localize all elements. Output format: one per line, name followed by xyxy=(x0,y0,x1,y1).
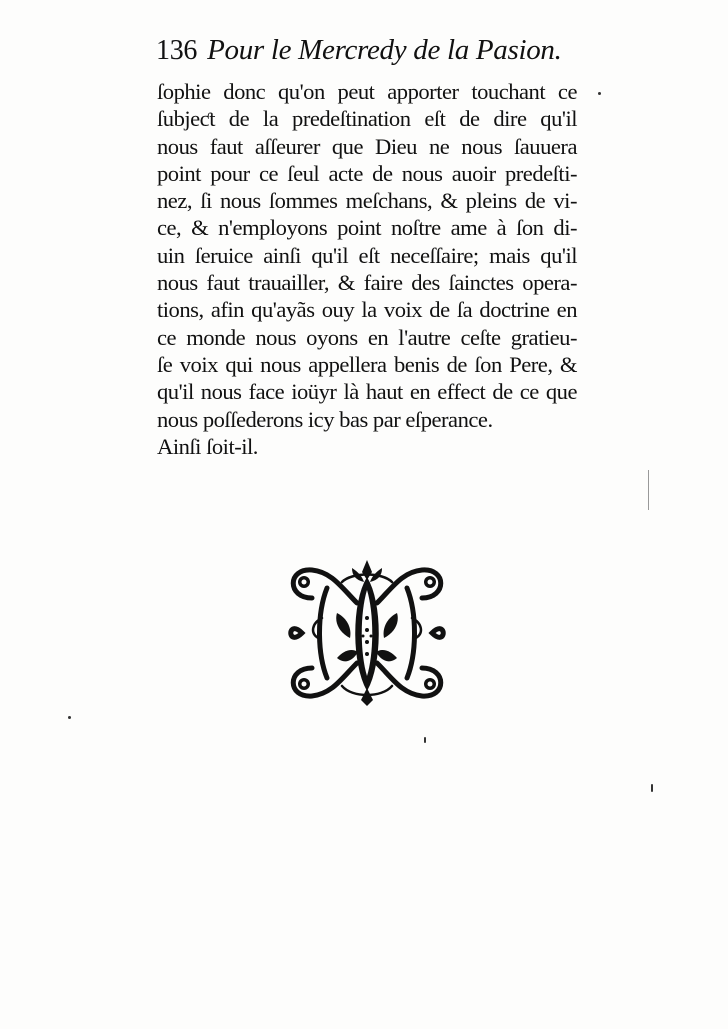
scan-speck xyxy=(68,716,71,719)
page-number: 136 xyxy=(156,35,198,66)
text-line: nous faut aſſeurer que Dieu ne nous ſauuera xyxy=(157,133,577,159)
closing-line: Ainſi ſoit-il. xyxy=(157,433,258,459)
text-line: ſophie donc qu'on peut apporter touchant ce xyxy=(157,79,577,104)
scan-speck xyxy=(648,470,649,510)
scan-speck xyxy=(651,784,653,792)
text-line: nous poſſederons icy bas par eſperance. xyxy=(157,406,493,432)
text-line: uin ſeruice ainſi qu'il eſt neceſſaire; mais qu'il xyxy=(157,242,577,268)
scan-speck xyxy=(598,92,601,95)
text-line: nous faut trauailler, & faire des ſainctes opera- xyxy=(157,270,577,296)
floral-ornament-icon xyxy=(282,558,452,708)
text-line: qu'il nous face ioüyr là haut en effect de ce que xyxy=(157,379,577,405)
scan-speck xyxy=(424,737,426,743)
text-line: point pour ce ſeul acte de nous auoir predeſti- xyxy=(157,160,577,186)
text-line: ce, & n'employons point noſtre ame à ſon di- xyxy=(157,215,577,241)
text-line: ſe voix qui nous appellera benis de ſon Pere, & xyxy=(157,351,577,377)
page-header xyxy=(156,34,576,74)
running-title: Pour le Mercredy de la Pasion. xyxy=(207,34,562,66)
body-text xyxy=(157,78,577,460)
text-line: ce monde nous oyons en l'autre ceſte gratieu- xyxy=(157,324,577,350)
text-line: tions, afin qu'ayãs ouy la voix de ſa doctrine en xyxy=(157,297,577,323)
text-line: ſubjeƈt de la predeſtination eſt de dire qu'il xyxy=(157,106,577,132)
text-line: nez, ſi nous ſommes meſchans, & pleins de vi- xyxy=(157,188,577,214)
